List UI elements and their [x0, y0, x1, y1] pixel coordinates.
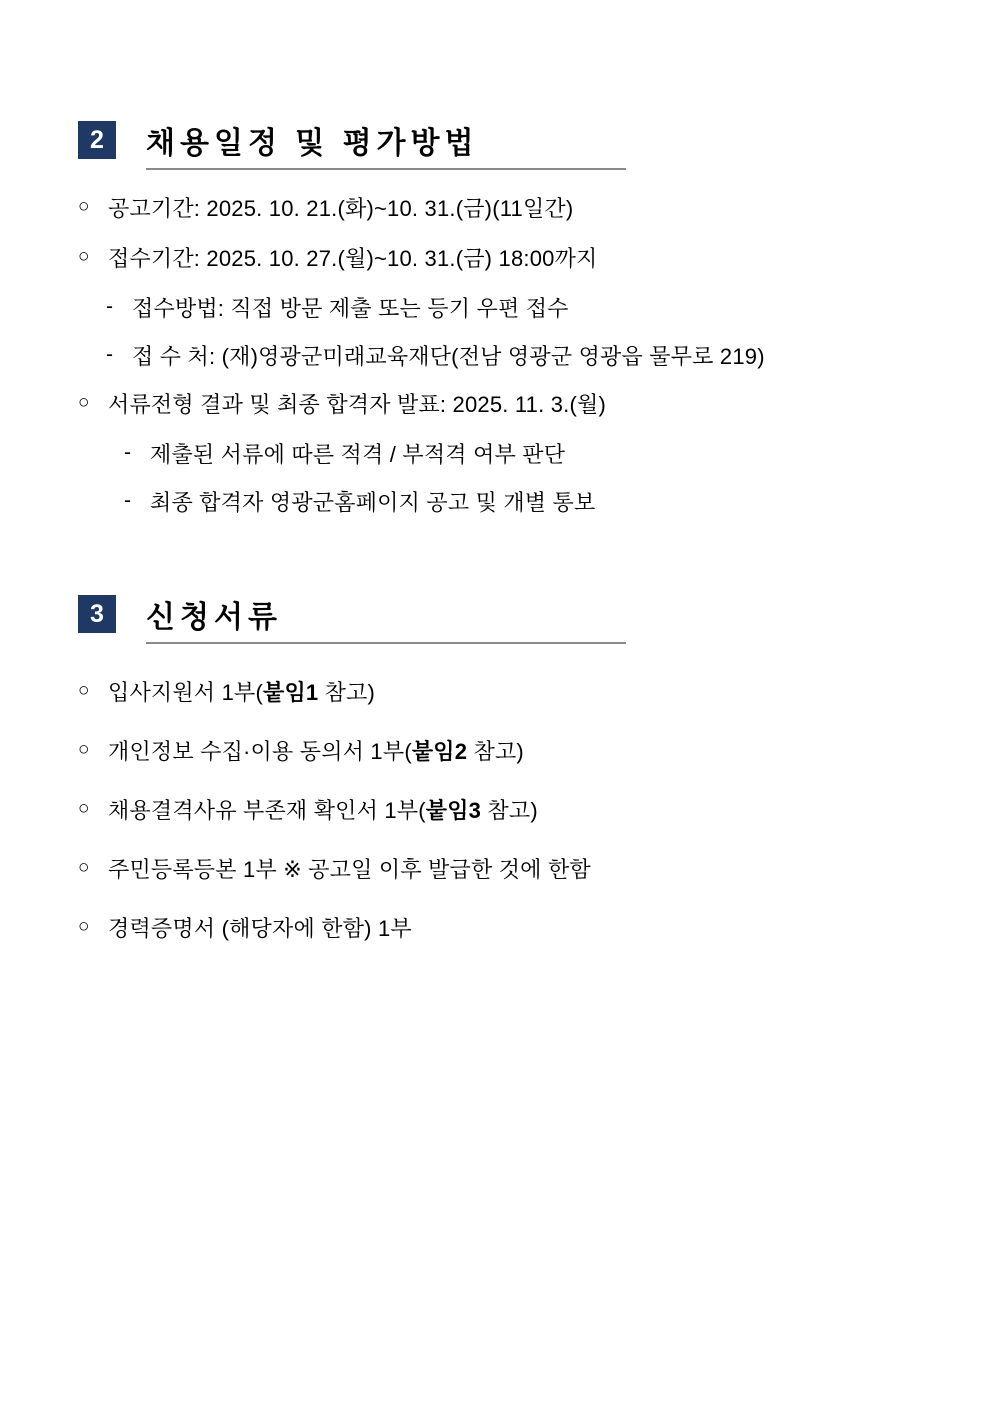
- list-item-text: 개인정보 수집·이용 동의서 1부(붙임2 참고): [108, 739, 524, 764]
- list-item: [78, 853, 918, 886]
- bullet-circle-icon: ○: [78, 392, 90, 413]
- list-item: [78, 192, 918, 225]
- bullet-circle-icon: ○: [78, 680, 90, 701]
- list-item-text: 최종 합격자 영광군홈페이지 공고 및 개별 통보: [150, 490, 596, 515]
- list-item: [78, 794, 918, 827]
- section-divider: [146, 168, 626, 170]
- list-item-text: 접수기간: 2025. 10. 27.(월)~10. 31.(금) 18:00까지: [108, 246, 598, 271]
- list-item-text: 공고기간: 2025. 10. 21.(화)~10. 31.(금)(11일간): [108, 196, 574, 221]
- bullet-dash-icon: -: [124, 489, 132, 512]
- list-item-text: 제출된 서류에 따른 적격 / 부적격 여부 판단: [150, 442, 566, 467]
- list-item-text: 서류전형 결과 및 최종 합격자 발표: 2025. 11. 3.(월): [108, 392, 606, 417]
- list-item-text: 접 수 처: (재)영광군미래교육재단(전남 영광군 영광읍 물무로 219): [132, 344, 765, 369]
- bullet-dash-icon: -: [124, 441, 132, 464]
- list-item: [78, 438, 918, 471]
- list-item: [78, 735, 918, 768]
- bullet-circle-icon: ○: [78, 196, 90, 217]
- bullet-dash-icon: -: [106, 343, 114, 366]
- bullet-circle-icon: ○: [78, 857, 90, 878]
- list-item-text: 경력증명서 (해당자에 한함) 1부: [108, 916, 412, 941]
- bullet-dash-icon: -: [106, 295, 114, 318]
- section-application-documents: [78, 592, 918, 971]
- section-item-list: [78, 676, 918, 945]
- section-number-badge: 2: [78, 121, 116, 159]
- list-item-text: 주민등록등본 1부 ※ 공고일 이후 발급한 것에 한함: [108, 857, 591, 882]
- list-item: [78, 676, 918, 709]
- section-recruitment-schedule: [78, 118, 918, 534]
- section-number-badge: 3: [78, 595, 116, 633]
- section-header: [78, 118, 918, 162]
- section-item-list: [78, 192, 918, 519]
- section-header: [78, 592, 918, 636]
- section-title: 신청서류: [146, 601, 282, 634]
- bullet-circle-icon: ○: [78, 798, 90, 819]
- list-item-text: 접수방법: 직접 방문 제출 또는 등기 우편 접수: [132, 296, 569, 321]
- bullet-circle-icon: ○: [78, 739, 90, 760]
- list-item: [78, 486, 918, 519]
- list-item-text: 채용결격사유 부존재 확인서 1부(붙임3 참고): [108, 798, 538, 823]
- section-title: 채용일정 및 평가방법: [146, 127, 479, 160]
- list-item: [78, 388, 918, 421]
- list-item: [78, 292, 918, 325]
- list-item: [78, 340, 918, 373]
- bullet-circle-icon: ○: [78, 916, 90, 937]
- bullet-circle-icon: ○: [78, 246, 90, 267]
- list-item: [78, 242, 918, 275]
- list-item-text: 입사지원서 1부(붙임1 참고): [108, 680, 376, 705]
- section-divider: [146, 642, 626, 644]
- list-item: [78, 912, 918, 945]
